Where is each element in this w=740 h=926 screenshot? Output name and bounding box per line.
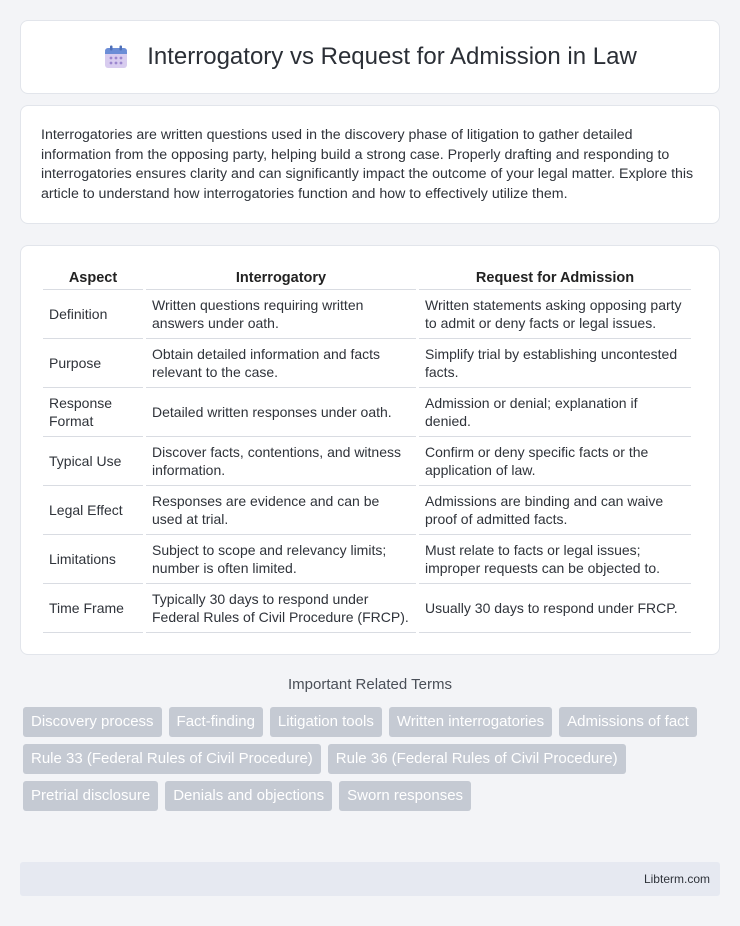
related-term-tag[interactable]: Denials and objections: [165, 781, 332, 811]
row-interrogatory: Typically 30 days to respond under Federal Rules of Civil Procedure (FRCP).: [146, 584, 416, 633]
table-row: [43, 339, 691, 388]
footer: [20, 862, 720, 896]
page-title: Interrogatory vs Request for Admission in Law: [147, 43, 637, 70]
table-row: [43, 584, 691, 633]
row-aspect: Limitations: [43, 535, 143, 584]
row-aspect: Response Format: [43, 388, 143, 437]
row-request-for-admission: Admissions are binding and can waive proof of admitted facts.: [419, 486, 691, 535]
row-request-for-admission: Must relate to facts or legal issues; improper requests can be objected to.: [419, 535, 691, 584]
table-row: [43, 290, 691, 339]
table-row: [43, 437, 691, 486]
row-aspect: Typical Use: [43, 437, 143, 486]
row-aspect: Legal Effect: [43, 486, 143, 535]
row-aspect: Purpose: [43, 339, 143, 388]
row-request-for-admission: Usually 30 days to respond under FRCP.: [419, 584, 691, 633]
related-term-tag[interactable]: Litigation tools: [270, 707, 382, 737]
row-interrogatory: Obtain detailed information and facts relevant to the case.: [146, 339, 416, 388]
related-term-tag[interactable]: Discovery process: [23, 707, 162, 737]
related-term-tag[interactable]: Fact-finding: [169, 707, 263, 737]
table-row: [43, 388, 691, 437]
row-aspect: Definition: [43, 290, 143, 339]
related-term-tag[interactable]: Rule 33 (Federal Rules of Civil Procedure): [23, 744, 321, 774]
related-terms-title: Important Related Terms: [288, 676, 452, 693]
header-card: [20, 20, 720, 94]
comparison-table-card: [20, 245, 720, 655]
table-row: [43, 535, 691, 584]
row-request-for-admission: Confirm or deny specific facts or the application of law.: [419, 437, 691, 486]
related-term-tag[interactable]: Admissions of fact: [559, 707, 697, 737]
related-term-tag[interactable]: Sworn responses: [339, 781, 471, 811]
comparison-table: [40, 266, 694, 633]
row-interrogatory: Responses are evidence and can be used at trial.: [146, 486, 416, 535]
table-header-row: [43, 266, 691, 290]
related-terms-list: [23, 707, 723, 811]
row-interrogatory: Discover facts, contentions, and witness information.: [146, 437, 416, 486]
calendar-icon: [103, 44, 129, 70]
related-term-tag[interactable]: Pretrial disclosure: [23, 781, 158, 811]
column-header-request-for-admission: Request for Admission: [419, 266, 691, 290]
row-interrogatory: Detailed written responses under oath.: [146, 388, 416, 437]
footer-site-link[interactable]: Libterm.com: [643, 872, 710, 886]
intro-card: [20, 105, 720, 224]
row-request-for-admission: Simplify trial by establishing uncontested facts.: [419, 339, 691, 388]
related-term-tag[interactable]: Rule 36 (Federal Rules of Civil Procedure): [328, 744, 626, 774]
column-header-aspect: Aspect: [43, 266, 143, 290]
related-term-tag[interactable]: Written interrogatories: [389, 707, 552, 737]
table-row: [43, 486, 691, 535]
row-interrogatory: Written questions requiring written answers under oath.: [146, 290, 416, 339]
intro-text: Interrogatories are written questions used in the discovery phase of litigation to gather detailed information from the opposing party, helping build a strong case. Properly drafting and responding to interrogatories ensures clarity and can significantly impact the outcome of your legal matter. Explore this article to understand how interrogatories function and how to effectively utilize them.: [41, 127, 694, 202]
column-header-interrogatory: Interrogatory: [146, 266, 416, 290]
row-request-for-admission: Written statements asking opposing party to admit or deny facts or legal issues.: [419, 290, 691, 339]
row-interrogatory: Subject to scope and relevancy limits; number is often limited.: [146, 535, 416, 584]
row-aspect: Time Frame: [43, 584, 143, 633]
row-request-for-admission: Admission or denial; explanation if denied.: [419, 388, 691, 437]
